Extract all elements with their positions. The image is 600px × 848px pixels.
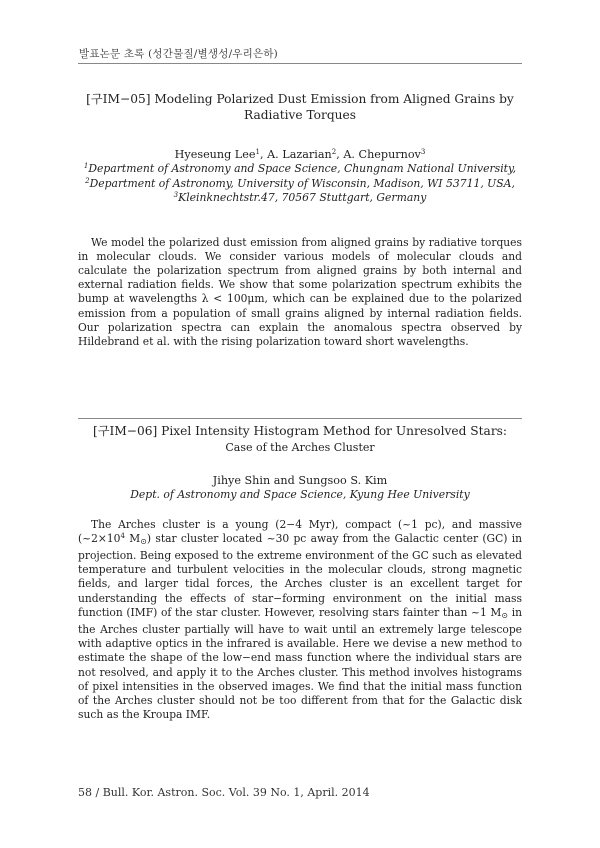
abstract-title <box>78 423 522 456</box>
body-segment: ) star cluster located ~30 pc away from the Galactic center (GC) in projection. Being exposed to the extreme environment of the GC such as elevated temperature and turbulent velocities in the molecular clouds, strong magnetic fields, and larger tidal forces, the Arches cluster is an excellent target for understanding the effects of star−forming environment on the initial mass function (IMF) of the star cluster. However, resolving stars fainter than ~1 M <box>78 531 522 619</box>
body-segment: M <box>124 531 141 545</box>
title-line-2: Case of the Arches Cluster <box>225 441 375 454</box>
title-line-2: Radiative Torques <box>244 108 356 122</box>
author-name: A. Lazarian <box>267 148 332 161</box>
affiliation: Dept. of Astronomy and Space Science, Kyung Hee University <box>130 488 470 501</box>
author-sup: 3 <box>420 148 426 156</box>
abstract-im05 <box>78 91 522 360</box>
author-name: Hyeseung Lee <box>174 148 256 161</box>
body-superscript: 4 <box>120 531 125 540</box>
author-name: A. Chepurnov <box>343 148 421 161</box>
solar-mass-symbol: ⊙ <box>140 536 147 546</box>
page-footer: 58 / Bull. Kor. Astron. Soc. Vol. 39 No. 1, April. 2014 <box>78 786 370 799</box>
affiliation <box>78 162 522 177</box>
author-separator: , <box>336 148 344 161</box>
abstract-title <box>78 91 522 123</box>
abstract-im06 <box>78 423 522 733</box>
affil-sup: 3 <box>173 191 179 199</box>
title-line-1: [구IM−05] Modeling Polarized Dust Emission from Aligned Grains by <box>86 92 514 106</box>
title-line-1: [구IM−06] Pixel Intensity Histogram Method for Unresolved Stars: <box>92 424 508 438</box>
affil-text: Department of Astronomy, University of Wisconsin, Madison, WI 53711, USA, <box>89 176 515 190</box>
abstract-body: We model the polarized dust emission from aligned grains by radiative torques in molecular clouds. We consider various models of molecular clouds and calculate the polarization spectrum from aligned grains by both internal and external radiation fields. We show that some polarization spectrum exhibits the bump at wavelengths λ < 100μm, which can be explained due to the polarized emission from a population of small grains aligned by internal radiation fields. Our polarization spectra can explain the anomalous spectra observed by Hildebrand et al. with the rising polarization toward short wavelengths. <box>78 235 522 348</box>
affil-sup: 1 <box>83 162 89 170</box>
body-segment: The Arches cluster is a young (2−4 Myr), compact (~1 pc), and massive (~2×10 <box>78 517 522 545</box>
affil-text: Kleinknechtstr.47, 70567 Stuttgart, Germany <box>178 191 427 204</box>
affil-sup: 2 <box>85 176 90 185</box>
author-sup: 2 <box>331 148 337 156</box>
author-list: Jihye Shin and Sungsoo S. Kim <box>212 474 388 487</box>
running-header: 발표논문 초록 (성간물질/별생성/우리은하) <box>79 48 278 60</box>
author-sup: 1 <box>255 148 260 156</box>
author-list <box>78 147 522 162</box>
section-divider <box>78 418 522 419</box>
body-segment: in the Arches cluster partially will have to wait until an extremely large telescope with adaptive optics in the infrared is available. Here we devise a new method to estimate the shape of the low−end mass function where the individual stars are not resolved, and apply it to the Arches cluster. This method involves histograms of pixel intensities in the observed images. We find that the initial mass function of the Arches cluster should not be too different from that for the Galactic disk such as the Kroupa IMF. <box>78 605 523 722</box>
solar-mass-symbol: ⊙ <box>501 610 509 620</box>
author-separator: , <box>259 148 268 161</box>
header-rule <box>78 63 522 64</box>
affil-text: Department of Astronomy and Space Science, Chungnam National University, <box>88 162 517 175</box>
abstract-body <box>78 518 522 723</box>
affiliation <box>78 177 522 192</box>
affiliation <box>78 191 522 206</box>
